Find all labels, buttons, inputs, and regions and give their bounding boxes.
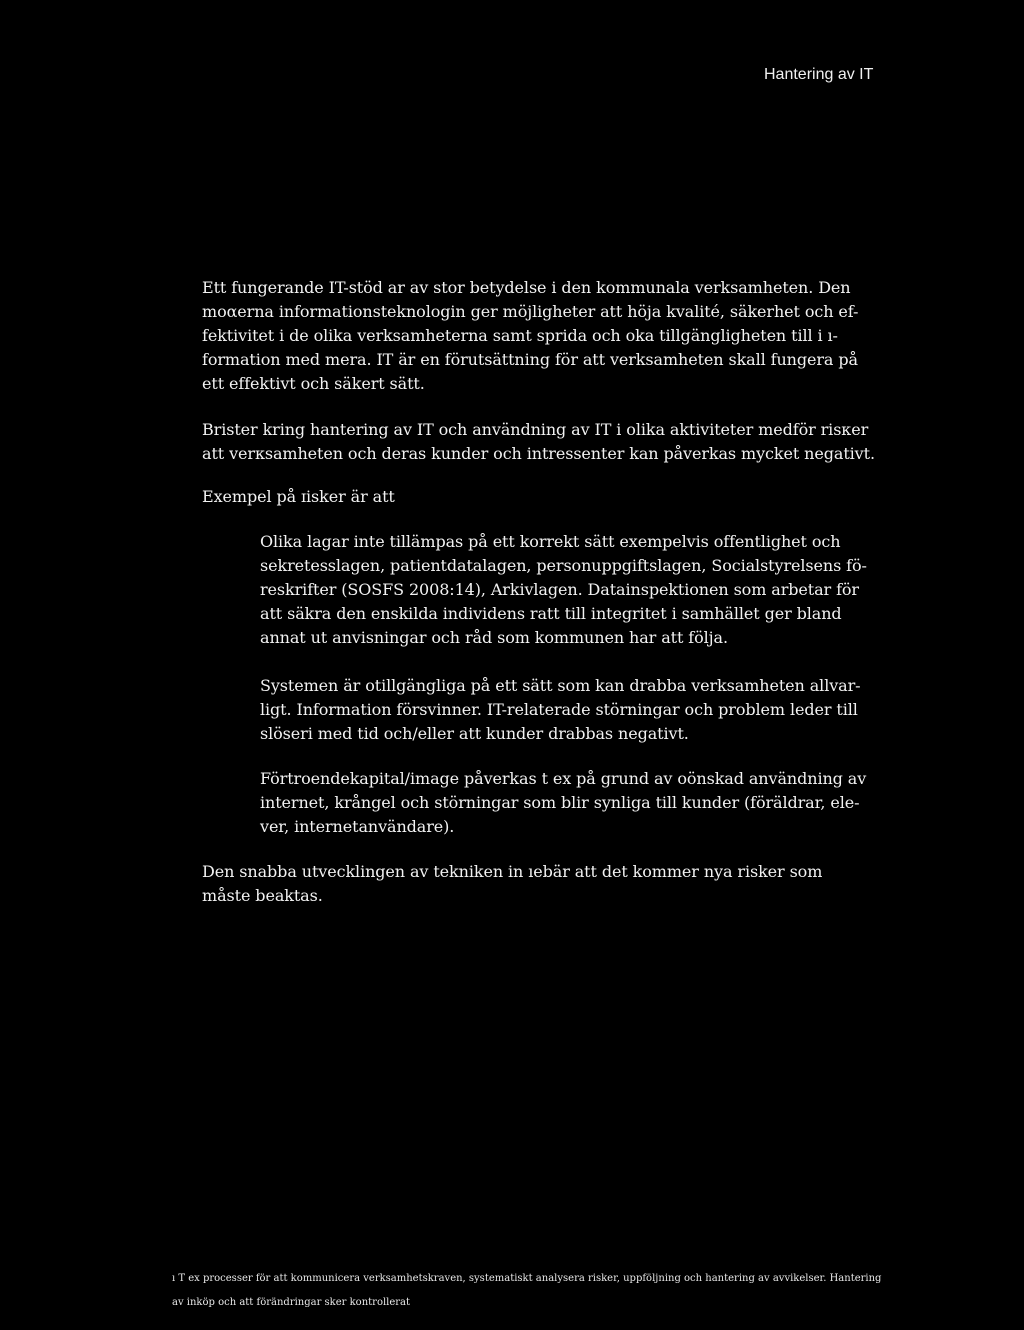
text-line: Olika lagar inte tillämpas på ett korrekt sätt exempelvis offentlighet och <box>260 532 841 551</box>
intro-paragraph <box>202 276 858 396</box>
closing-paragraph <box>202 860 822 908</box>
text-line: reskrifter (SOSFS 2008:14), Arkivlagen. Datainspektionen som arbetar för <box>260 580 859 599</box>
text-line: fektivitet i de olika verksamheterna samt sprida och oka tillgängligheten till i ı- <box>202 326 838 345</box>
example-item-trust <box>260 767 866 839</box>
example-item-laws <box>260 530 867 650</box>
text-line: slöseri med tid och/eller att kunder drabbas negativt. <box>260 724 689 743</box>
text-line: ver, internetanvändare). <box>260 817 455 836</box>
text-line: ett effektivt och säkert sätt. <box>202 374 425 393</box>
text-line: att verκsamheten och deras kunder och intressenter kan påverkas mycket negativt. <box>202 444 875 463</box>
example-item-systems <box>260 674 860 746</box>
footnote-line: av inköp och att förändringar sker kontrollerat <box>172 1297 411 1308</box>
text-line: annat ut anvisningar och råd som kommunen har att följa. <box>260 628 728 647</box>
text-line: sekretesslagen, patientdatalagen, personuppgiftslagen, Socialstyrelsens fö- <box>260 556 867 575</box>
text-line: att säkra den enskilda individens ratt till integritet i samhället ger bland <box>260 604 842 623</box>
text-line: ligt. Information försvinner. IT-relaterade störningar och problem leder till <box>260 700 858 719</box>
text-line: Brister kring hantering av IT och användning av IT i olika aktiviteter medför risκer <box>202 420 869 439</box>
text-line: Ett fungerande IT-stöd ar av stor betydelse i den kommunala verksamheten. Den <box>202 278 851 297</box>
text-line: Exempel på ɪisker är att <box>202 487 395 506</box>
risk-paragraph <box>202 418 875 466</box>
examples-intro <box>202 485 395 509</box>
text-line: formation med mera. IT är en förutsättning för att verksamheten skall fungera på <box>202 350 858 369</box>
text-line: internet, krångel och störningar som blir synliga till kunder (föräldrar, ele- <box>260 793 860 812</box>
text-line: Systemen är otillgängliga på ett sätt som kan drabba verksamheten allvar- <box>260 676 861 695</box>
page-header-title: Hantering av IT <box>764 66 874 83</box>
footnote-line: ı T ex processer för att kommunicera verksamhetskraven, systematiskt analysera risker, uppföljning och hantering av avvikelser. Hantering <box>172 1273 882 1284</box>
text-line: måste beaktas. <box>202 886 323 905</box>
text-line: Den snabba utvecklingen av tekniken in ıebär att det kommer nya risker som <box>202 862 823 881</box>
text-line: Förtroendekapital/image påverkas t ex på grund av oönskad användning av <box>260 769 867 788</box>
text-line: moαerna informationsteknologin ger möjligheter att höja kvalité, säkerhet och ef- <box>202 302 859 321</box>
